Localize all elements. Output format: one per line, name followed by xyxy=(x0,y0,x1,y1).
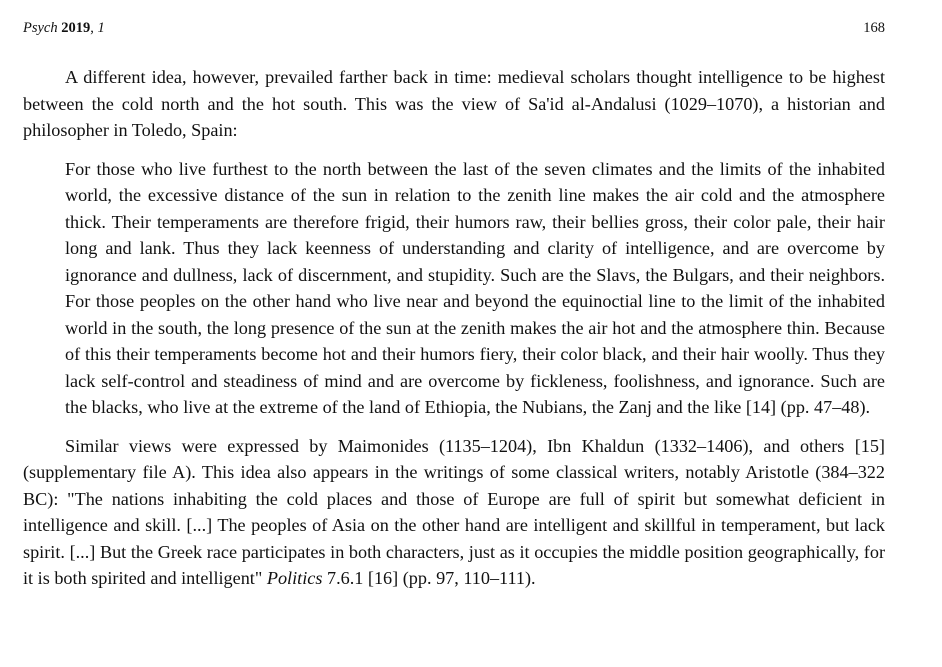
journal-volume: 1 xyxy=(97,20,105,36)
body-paragraph: A different idea, however, prevailed farther back in time: medieval scholars thought intelligence to be highest between the cold north and the hot south. This was the view of Sa'id al-Andalusi (1029–1070), a historian and philosopher in Toledo, Spain: xyxy=(23,67,885,140)
article-body xyxy=(23,64,885,592)
body-paragraph xyxy=(23,433,885,592)
page-number: 168 xyxy=(863,20,885,36)
journal-citation: Psych 2019, 1 xyxy=(23,20,105,36)
journal-year: 2019 xyxy=(61,20,91,36)
block-quote: For those who live furthest to the north between the last of the seven climates and the limits of the inhabited world, the excessive distance of the sun in relation to the zenith line makes the air cold and the atmosphere thick. Their temperaments are therefore frigid, their humors raw, their bellies gross, their color pale, their hair long and lank. Thus they lack keenness of understanding and clarity of intelligence, and are overcome by ignorance and dullness, lack of discernment, and stupidity. Such are the Slavs, the Bulgars, and their neighbors. For those peoples on the other hand who live near and beyond the equinoctial line to the limit of the inhabited world in the south, the long presence of the sun at the zenith makes the air hot and the atmosphere thin. Because of this their temperaments become hot and their humors fiery, their color black, and their hair woolly. Thus they lack self-control and steadiness of mind and are overcome by fickleness, foolishness, and ignorance. Such are the blacks, who live at the extreme of the land of Ethiopia, the Nubians, the Zanj and the like [14] (pp. 47–48). xyxy=(65,158,885,417)
citation-reference: 7.6.1 [16] (pp. 97, 110–111). xyxy=(322,568,536,588)
journal-name: Psych xyxy=(23,20,58,36)
citation-title: Politics xyxy=(266,568,323,588)
paragraph-text: Similar views were expressed by Maimonides (1135–1204), Ibn Khaldun (1332–1406), and others [15] (supplementary file A). This idea also appears in the writings of some classical writers, notably Aristotle (384–322 BC): "The nations inhabiting the cold places and those of Europe are full of spirit but somewhat deficient in intelligence and skill. [...] The peoples of Asia on the other hand are intelligent and skillful in temperament, but lack spirit. [...] But the Greek race participates in both characters, just as it occupies the middle position geographically, for it is both spirited and intelligent" xyxy=(23,435,885,588)
page-header xyxy=(23,20,885,40)
